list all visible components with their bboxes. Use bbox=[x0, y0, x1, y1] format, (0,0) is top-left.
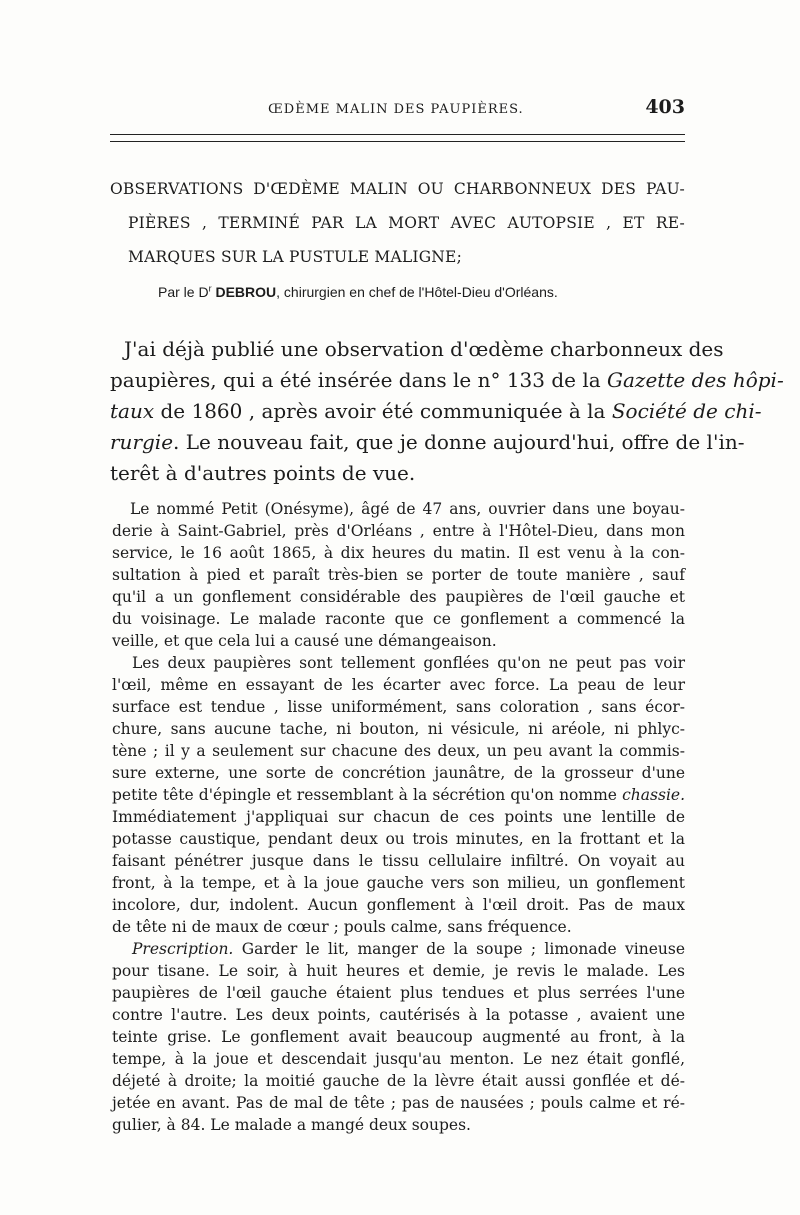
body-line: Le nommé Petit (Onésyme), âgé de 47 ans, ouvrier dans une boyau- bbox=[130, 500, 685, 518]
body-text: Garder le lit, manger de la soupe ; limonade vineuse bbox=[233, 940, 685, 958]
intro-text: de 1860 , après avoir été communiquée à la bbox=[154, 399, 612, 423]
body-line: derie à Saint-Gabriel, près d'Orléans , entre à l'Hôtel-Dieu, dans mon bbox=[112, 522, 685, 540]
body-line: de tête ni de maux de cœur ; pouls calme, sans fréquence. bbox=[112, 918, 572, 936]
body-line: Les deux paupières sont tellement gonflées qu'on ne peut pas voir bbox=[132, 654, 685, 672]
body-line: teinte grise. Le gonflement avait beaucoup augmenté au front, à la bbox=[112, 1028, 685, 1046]
body-line: paupières de l'œil gauche étaient plus tendues et plus serrées l'une bbox=[112, 984, 685, 1002]
body-text: petite tête d'épingle et ressemblant à la sécrétion qu'on nomme bbox=[112, 786, 623, 804]
intro-line bbox=[110, 396, 762, 427]
body-line: incolore, dur, indolent. Aucun gonflement à l'œil droit. Pas de maux bbox=[112, 896, 685, 914]
body-line: potasse caustique, pendant deux ou trois minutes, en la frottant et la bbox=[112, 830, 685, 848]
body-line: surface est tendue , lisse uniformément, sans coloration , sans écor- bbox=[112, 698, 685, 716]
intro-line: terêt à d'autres points de vue. bbox=[110, 461, 416, 485]
body-line: Immédiatement j'appliquai sur chacun de ces points une lentille de bbox=[112, 808, 685, 826]
article-title bbox=[110, 172, 685, 274]
body-line: front, à la tempe, et à la joue gauche vers son milieu, un gonflement bbox=[112, 874, 685, 892]
running-title: ŒDÈME MALIN DES PAUPIÈRES. bbox=[268, 102, 524, 117]
body-line: service, le 16 août 1865, à dix heures du matin. Il est venu à la con- bbox=[112, 544, 685, 562]
observation-body bbox=[112, 498, 685, 1136]
article-title-line: MARQUES SUR LA PUSTULE MALIGNE; bbox=[128, 248, 462, 266]
body-line: tène ; il y a seulement sur chacune des deux, un peu avant la commis- bbox=[112, 742, 685, 760]
body-line: l'œil, même en essayant de les écarter avec force. La peau de leur bbox=[112, 676, 685, 694]
intro-line: J'ai déjà publié une observation d'œdème charbonneux des bbox=[124, 337, 724, 361]
body-line: du voisinage. Le malade raconte que ce gonflement a commencé la bbox=[112, 610, 685, 628]
intro-italic: Gazette des hôpi- bbox=[607, 368, 784, 392]
body-line: pour tisane. Le soir, à huit heures et demie, je revis le malade. Les bbox=[112, 962, 685, 980]
body-line: sultation à pied et paraît très-bien se porter de toute manière , sauf bbox=[112, 566, 685, 584]
body-line bbox=[112, 784, 685, 806]
body-line: faisant pénétrer jusque dans le tissu cellulaire infiltré. On voyait au bbox=[112, 852, 685, 870]
body-line: déjeté à droite; la moitié gauche de la lèvre était aussi gonflée et dé- bbox=[112, 1072, 685, 1090]
article-title-line: PIÈRES , TERMINÉ PAR LA MORT AVEC AUTOPSIE , ET RE- bbox=[128, 214, 685, 232]
body-line: contre l'autre. Les deux points, cautérisés à la potasse , avaient une bbox=[112, 1006, 685, 1024]
intro-italic: rurgie bbox=[110, 430, 174, 454]
body-line: jetée en avant. Pas de mal de tête ; pas de nausées ; pouls calme et ré- bbox=[112, 1094, 685, 1112]
intro-italic: taux bbox=[110, 399, 155, 423]
byline bbox=[158, 284, 678, 300]
running-head bbox=[110, 96, 685, 122]
intro-text: . Le nouveau fait, que je donne aujourd'hui, offre de l'in- bbox=[173, 430, 745, 454]
intro-paragraph bbox=[110, 334, 784, 489]
article-title-line: OBSERVATIONS D'ŒDÈME MALIN OU CHARBONNEUX DES PAU- bbox=[110, 180, 685, 198]
intro-line bbox=[110, 365, 784, 396]
body-line bbox=[112, 938, 685, 960]
body-italic: chassie. bbox=[622, 786, 685, 804]
body-line: tempe, à la joue et descendait jusqu'au menton. Le nez était gonflé, bbox=[112, 1050, 685, 1068]
body-line: sure externe, une sorte de concrétion jaunâtre, de la grosseur d'une bbox=[112, 764, 685, 782]
byline-author: DEBROU bbox=[215, 284, 277, 300]
intro-line bbox=[110, 427, 745, 458]
intro-text: paupières, qui a été insérée dans le n° 133 de la bbox=[110, 368, 608, 392]
body-line: qu'il a un gonflement considérable des paupières de l'œil gauche et bbox=[112, 588, 685, 606]
byline-rest: , chirurgien en chef de l'Hôtel-Dieu d'Orléans. bbox=[276, 284, 558, 300]
page-number: 403 bbox=[645, 96, 685, 118]
body-italic: Prescription. bbox=[132, 940, 234, 958]
header-double-rule bbox=[110, 134, 685, 142]
body-line: gulier, à 84. Le malade a mangé deux soupes. bbox=[112, 1116, 471, 1134]
byline-prefix: Par le D bbox=[158, 284, 209, 300]
intro-italic: Société de chi- bbox=[611, 399, 762, 423]
body-line: veille, et que cela lui a causé une démangeaison. bbox=[112, 632, 497, 650]
byline-sup: r bbox=[208, 283, 212, 294]
body-line: chure, sans aucune tache, ni bouton, ni vésicule, ni aréole, ni phlyc- bbox=[112, 720, 685, 738]
